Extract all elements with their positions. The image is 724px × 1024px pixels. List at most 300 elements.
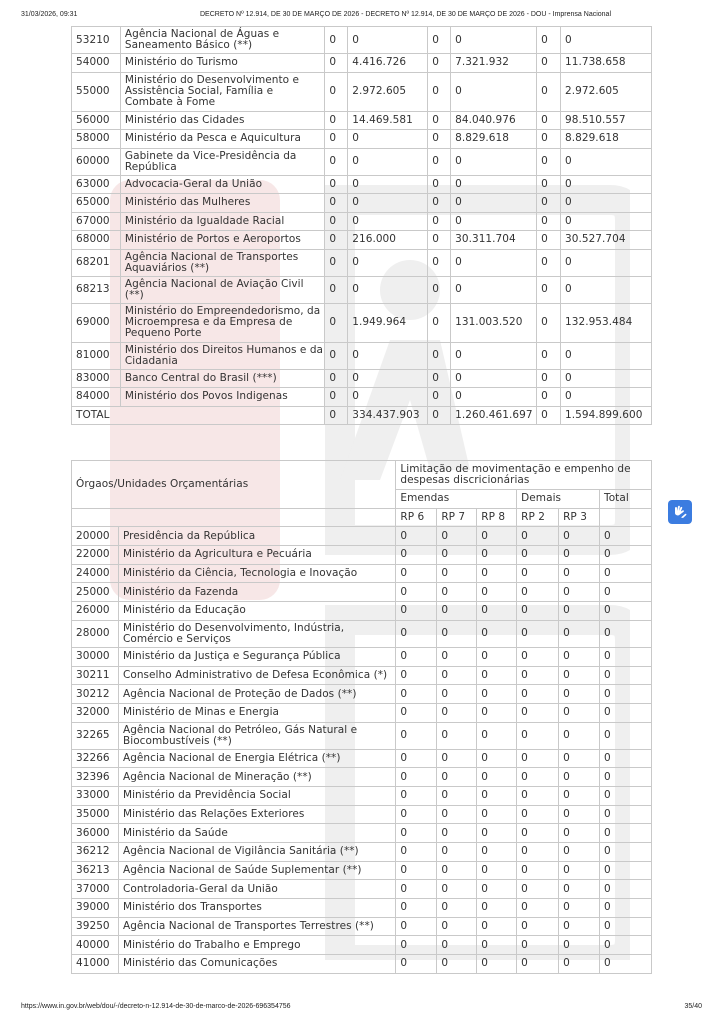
value-cell: 0 [451, 72, 537, 111]
budget-table-continued [71, 26, 652, 425]
value-cell: 0 [428, 303, 451, 342]
org-code: 36213 [72, 861, 119, 880]
value-cell: 0 [325, 231, 348, 250]
org-name: Ministério da Justiça e Segurança Pública [118, 647, 395, 666]
value-cell: 0 [437, 647, 477, 666]
value-cell: 0 [517, 722, 559, 749]
value-cell: 0 [396, 805, 437, 824]
org-name: Ministério das Relações Exteriores [118, 805, 395, 824]
total-cell: 334.437.903 [348, 406, 428, 425]
value-cell: 0 [428, 130, 451, 149]
table-row [72, 666, 652, 685]
value-cell: 0 [600, 527, 652, 546]
value-cell: 98.510.557 [561, 111, 652, 130]
header-rp7: RP 7 [437, 508, 477, 527]
value-cell: 0 [477, 602, 517, 621]
header-rp8: RP 8 [477, 508, 517, 527]
org-code: 53210 [72, 27, 121, 54]
value-cell: 0 [437, 666, 477, 685]
value-cell: 0 [396, 824, 437, 843]
value-cell: 0 [600, 685, 652, 704]
table-row [72, 148, 652, 175]
header-row [72, 461, 652, 490]
table-row [72, 194, 652, 213]
org-name: Agência Nacional de Transportes Terrestres (**) [118, 917, 395, 936]
value-cell: 0 [537, 111, 561, 130]
value-cell: 0 [561, 276, 652, 303]
org-name: Agência Nacional de Energia Elétrica (**) [118, 749, 395, 768]
org-name: Ministério do Turismo [120, 54, 324, 73]
org-name: Agência Nacional de Mineração (**) [118, 768, 395, 787]
value-cell: 0 [600, 768, 652, 787]
org-name: Controladoria-Geral da União [118, 880, 395, 899]
value-cell: 0 [437, 703, 477, 722]
table-row [72, 786, 652, 805]
value-cell: 0 [477, 527, 517, 546]
value-cell: 0 [517, 899, 559, 918]
header-blank [600, 508, 652, 527]
value-cell: 7.321.932 [451, 54, 537, 73]
value-cell: 0 [600, 620, 652, 647]
table-row [72, 917, 652, 936]
value-cell: 0 [396, 546, 437, 565]
value-cell: 0 [517, 749, 559, 768]
org-code: 30000 [72, 647, 119, 666]
org-name: Ministério dos Transportes [118, 899, 395, 918]
value-cell: 0 [600, 880, 652, 899]
org-name: Agência Nacional de Transportes Aquaviários (**) [120, 249, 324, 276]
value-cell: 0 [517, 620, 559, 647]
value-cell: 0 [517, 936, 559, 955]
value-cell: 0 [600, 722, 652, 749]
value-cell: 0 [428, 276, 451, 303]
value-cell: 0 [477, 805, 517, 824]
value-cell: 0 [348, 212, 428, 231]
header-blank [72, 508, 396, 527]
value-cell: 0 [559, 546, 600, 565]
table-row [72, 212, 652, 231]
table-row [72, 527, 652, 546]
org-code: 56000 [72, 111, 121, 130]
value-cell: 0 [325, 303, 348, 342]
org-code: 69000 [72, 303, 121, 342]
value-cell: 0 [537, 212, 561, 231]
value-cell: 0 [517, 647, 559, 666]
value-cell: 0 [437, 936, 477, 955]
value-cell: 0 [428, 249, 451, 276]
value-cell: 0 [600, 583, 652, 602]
org-code: 25000 [72, 583, 119, 602]
value-cell: 0 [517, 843, 559, 862]
value-cell: 0 [396, 722, 437, 749]
value-cell: 0 [396, 620, 437, 647]
value-cell: 0 [517, 861, 559, 880]
org-name: Banco Central do Brasil (***) [120, 369, 324, 388]
table-row [72, 768, 652, 787]
value-cell: 0 [477, 564, 517, 583]
org-name: Ministério das Cidades [120, 111, 324, 130]
value-cell: 0 [559, 917, 600, 936]
org-name: Ministério da Previdência Social [118, 786, 395, 805]
value-cell: 0 [437, 768, 477, 787]
org-code: 41000 [72, 955, 119, 974]
value-cell: 0 [600, 805, 652, 824]
value-cell: 0 [537, 72, 561, 111]
page-number: 35/40 [684, 1003, 702, 1010]
value-cell: 0 [517, 546, 559, 565]
value-cell: 0 [600, 917, 652, 936]
value-cell: 0 [451, 369, 537, 388]
table-row [72, 130, 652, 149]
value-cell: 0 [600, 703, 652, 722]
value-cell: 0 [437, 824, 477, 843]
value-cell: 0 [428, 231, 451, 250]
value-cell: 0 [600, 786, 652, 805]
value-cell: 0 [451, 212, 537, 231]
value-cell: 0 [561, 342, 652, 369]
org-name: Conselho Administrativo de Defesa Econômica (*) [118, 666, 395, 685]
table-row [72, 620, 652, 647]
org-name: Ministério do Desenvolvimento e Assistência Social, Família e Combate à Fome [120, 72, 324, 111]
org-name: Ministério da Ciência, Tecnologia e Inovação [118, 564, 395, 583]
value-cell: 0 [396, 880, 437, 899]
value-cell: 0 [517, 703, 559, 722]
value-cell: 0 [396, 602, 437, 621]
org-code: 32266 [72, 749, 119, 768]
table-row [72, 703, 652, 722]
org-code: 22000 [72, 546, 119, 565]
org-code: 68000 [72, 231, 121, 250]
value-cell: 0 [600, 546, 652, 565]
value-cell: 0 [396, 917, 437, 936]
value-cell: 0 [477, 583, 517, 602]
value-cell: 14.469.581 [348, 111, 428, 130]
value-cell: 0 [559, 583, 600, 602]
value-cell: 0 [559, 899, 600, 918]
org-name: Ministério da Saúde [118, 824, 395, 843]
value-cell: 0 [428, 72, 451, 111]
value-cell: 0 [559, 880, 600, 899]
table-row [72, 602, 652, 621]
value-cell: 0 [396, 899, 437, 918]
value-cell: 0 [437, 955, 477, 974]
org-name: Agência Nacional do Petróleo, Gás Natural e Biocombustíveis (**) [118, 722, 395, 749]
value-cell: 0 [477, 647, 517, 666]
value-cell: 0 [537, 369, 561, 388]
value-cell: 0 [537, 276, 561, 303]
value-cell: 0 [600, 749, 652, 768]
value-cell: 0 [325, 175, 348, 194]
value-cell: 0 [348, 148, 428, 175]
value-cell: 0 [477, 620, 517, 647]
value-cell: 0 [325, 194, 348, 213]
value-cell: 0 [437, 546, 477, 565]
value-cell: 0 [396, 527, 437, 546]
value-cell: 0 [437, 620, 477, 647]
value-cell: 0 [325, 130, 348, 149]
value-cell: 0 [517, 527, 559, 546]
value-cell: 0 [396, 685, 437, 704]
org-code: 39250 [72, 917, 119, 936]
value-cell: 0 [451, 276, 537, 303]
value-cell: 84.040.976 [451, 111, 537, 130]
value-cell: 0 [477, 880, 517, 899]
org-code: 30211 [72, 666, 119, 685]
sign-language-hands-icon [672, 504, 688, 520]
org-code: 36212 [72, 843, 119, 862]
value-cell: 0 [437, 564, 477, 583]
org-code: 65000 [72, 194, 121, 213]
value-cell: 0 [517, 564, 559, 583]
value-cell: 0 [537, 231, 561, 250]
org-code: 81000 [72, 342, 121, 369]
value-cell: 0 [559, 861, 600, 880]
table-row [72, 824, 652, 843]
org-code: 28000 [72, 620, 119, 647]
table-row [72, 276, 652, 303]
print-footer [0, 1003, 724, 1015]
value-cell: 0 [348, 249, 428, 276]
value-cell: 0 [517, 666, 559, 685]
header-rp6: RP 6 [396, 508, 437, 527]
value-cell: 1.949.964 [348, 303, 428, 342]
value-cell: 0 [428, 175, 451, 194]
print-title: DECRETO Nº 12.914, DE 30 DE MARÇO DE 2026 - DECRETO Nº 12.914, DE 30 DE MARÇO DE 2026 - DOU - Imprensa Nacional [200, 11, 611, 18]
value-cell: 0 [477, 722, 517, 749]
value-cell: 0 [561, 27, 652, 54]
value-cell: 0 [477, 899, 517, 918]
value-cell: 0 [428, 388, 451, 407]
value-cell: 0 [396, 564, 437, 583]
header-emendas: Emendas [396, 490, 517, 509]
value-cell: 0 [559, 786, 600, 805]
org-name: Ministério das Comunicações [118, 955, 395, 974]
header-demais: Demais [517, 490, 600, 509]
total-cell: 1.260.461.697 [451, 406, 537, 425]
value-cell: 0 [437, 843, 477, 862]
table-row [72, 861, 652, 880]
org-name: Presidência da República [118, 527, 395, 546]
org-name: Ministério da Agricultura e Pecuária [118, 546, 395, 565]
value-cell: 0 [559, 527, 600, 546]
total-label: TOTAL [72, 406, 325, 425]
table-row [72, 388, 652, 407]
value-cell: 0 [325, 369, 348, 388]
org-name: Ministério da Pesca e Aquicultura [120, 130, 324, 149]
value-cell: 0 [559, 685, 600, 704]
org-name: Agência Nacional de Águas e Saneamento Básico (**) [120, 27, 324, 54]
value-cell: 0 [477, 936, 517, 955]
value-cell: 0 [437, 861, 477, 880]
value-cell: 0 [559, 936, 600, 955]
org-code: 67000 [72, 212, 121, 231]
value-cell: 0 [437, 880, 477, 899]
total-row [72, 406, 652, 425]
value-cell: 0 [559, 805, 600, 824]
value-cell: 0 [348, 27, 428, 54]
org-code: 55000 [72, 72, 121, 111]
value-cell: 0 [477, 749, 517, 768]
org-name: Ministério dos Povos Indigenas [120, 388, 324, 407]
table-row [72, 899, 652, 918]
table-row [72, 722, 652, 749]
org-name: Ministério de Portos e Aeroportos [120, 231, 324, 250]
value-cell: 0 [348, 276, 428, 303]
value-cell: 0 [348, 388, 428, 407]
value-cell: 0 [437, 786, 477, 805]
value-cell: 0 [537, 194, 561, 213]
header-rp2: RP 2 [517, 508, 559, 527]
value-cell: 0 [348, 342, 428, 369]
value-cell: 0 [537, 342, 561, 369]
value-cell: 0 [559, 768, 600, 787]
value-cell: 0 [437, 583, 477, 602]
value-cell: 0 [600, 899, 652, 918]
value-cell: 0 [559, 843, 600, 862]
value-cell: 0 [396, 749, 437, 768]
value-cell: 0 [517, 786, 559, 805]
value-cell: 30.311.704 [451, 231, 537, 250]
org-code: 32000 [72, 703, 119, 722]
table-row [72, 564, 652, 583]
value-cell: 0 [348, 130, 428, 149]
value-cell: 0 [537, 27, 561, 54]
total-cell: 0 [325, 406, 348, 425]
org-name: Ministério da Fazenda [118, 583, 395, 602]
org-name: Ministério dos Direitos Humanos e da Cidadania [120, 342, 324, 369]
table-row [72, 583, 652, 602]
value-cell: 0 [600, 647, 652, 666]
value-cell: 0 [325, 276, 348, 303]
value-cell: 0 [451, 342, 537, 369]
value-cell: 0 [537, 54, 561, 73]
value-cell: 0 [559, 620, 600, 647]
value-cell: 0 [537, 388, 561, 407]
table-row [72, 685, 652, 704]
org-name: Ministério do Empreendedorismo, da Microempresa e da Empresa de Pequeno Porte [120, 303, 324, 342]
value-cell: 0 [517, 955, 559, 974]
value-cell: 4.416.726 [348, 54, 428, 73]
value-cell: 0 [428, 148, 451, 175]
value-cell: 0 [559, 955, 600, 974]
org-name: Gabinete da Vice-Presidência da República [120, 148, 324, 175]
total-cell: 0 [428, 406, 451, 425]
value-cell: 132.953.484 [561, 303, 652, 342]
org-code: 58000 [72, 130, 121, 149]
org-code: 60000 [72, 148, 121, 175]
value-cell: 0 [477, 861, 517, 880]
value-cell: 0 [600, 936, 652, 955]
value-cell: 0 [477, 786, 517, 805]
org-code: 63000 [72, 175, 121, 194]
value-cell: 0 [325, 388, 348, 407]
table-row [72, 880, 652, 899]
value-cell: 0 [437, 805, 477, 824]
total-cell: 0 [537, 406, 561, 425]
table-row [72, 647, 652, 666]
value-cell: 0 [396, 647, 437, 666]
value-cell: 0 [559, 749, 600, 768]
value-cell: 0 [600, 666, 652, 685]
org-code: 33000 [72, 786, 119, 805]
value-cell: 0 [477, 917, 517, 936]
value-cell: 0 [396, 861, 437, 880]
header-limitacao: Limitação de movimentação e empenho de despesas discricionárias [396, 461, 652, 490]
value-cell: 0 [517, 685, 559, 704]
value-cell: 2.972.605 [348, 72, 428, 111]
value-cell: 0 [561, 212, 652, 231]
value-cell: 0 [517, 917, 559, 936]
value-cell: 0 [396, 703, 437, 722]
value-cell: 0 [537, 175, 561, 194]
value-cell: 0 [477, 955, 517, 974]
org-name: Agência Nacional de Vigilância Sanitária (**) [118, 843, 395, 862]
value-cell: 0 [325, 342, 348, 369]
value-cell: 0 [325, 148, 348, 175]
header-row [72, 508, 652, 527]
value-cell: 0 [348, 369, 428, 388]
table-row [72, 111, 652, 130]
value-cell: 0 [477, 768, 517, 787]
header-orgaos: Órgaos/Unidades Orçamentárias [72, 461, 396, 509]
org-code: 68201 [72, 249, 121, 276]
value-cell: 0 [559, 722, 600, 749]
accessibility-button[interactable] [668, 500, 692, 524]
print-header [0, 11, 724, 23]
value-cell: 0 [517, 824, 559, 843]
value-cell: 0 [477, 824, 517, 843]
value-cell: 0 [428, 212, 451, 231]
value-cell: 0 [600, 955, 652, 974]
value-cell: 0 [537, 303, 561, 342]
value-cell: 0 [396, 583, 437, 602]
value-cell: 8.829.618 [561, 130, 652, 149]
table-row [72, 369, 652, 388]
org-code: 39000 [72, 899, 119, 918]
org-name: Agência Nacional de Aviação Civil (**) [120, 276, 324, 303]
table-row [72, 231, 652, 250]
value-cell: 0 [437, 917, 477, 936]
value-cell: 0 [428, 342, 451, 369]
value-cell: 0 [428, 194, 451, 213]
org-code: 36000 [72, 824, 119, 843]
value-cell: 0 [451, 388, 537, 407]
value-cell: 0 [325, 27, 348, 54]
value-cell: 11.738.658 [561, 54, 652, 73]
table-row [72, 749, 652, 768]
value-cell: 0 [437, 685, 477, 704]
org-code: 20000 [72, 527, 119, 546]
value-cell: 0 [517, 602, 559, 621]
value-cell: 0 [428, 369, 451, 388]
org-name: Ministério da Igualdade Racial [120, 212, 324, 231]
org-name: Agência Nacional de Saúde Suplementar (**) [118, 861, 395, 880]
org-code: 84000 [72, 388, 121, 407]
value-cell: 0 [325, 212, 348, 231]
value-cell: 0 [517, 583, 559, 602]
value-cell: 0 [451, 148, 537, 175]
org-code: 54000 [72, 54, 121, 73]
value-cell: 0 [559, 666, 600, 685]
value-cell: 0 [537, 249, 561, 276]
print-datetime: 31/03/2026, 09:31 [21, 11, 78, 18]
value-cell: 0 [600, 861, 652, 880]
table-row [72, 936, 652, 955]
table-row [72, 843, 652, 862]
value-cell: 0 [600, 824, 652, 843]
value-cell: 0 [559, 647, 600, 666]
value-cell: 0 [600, 564, 652, 583]
